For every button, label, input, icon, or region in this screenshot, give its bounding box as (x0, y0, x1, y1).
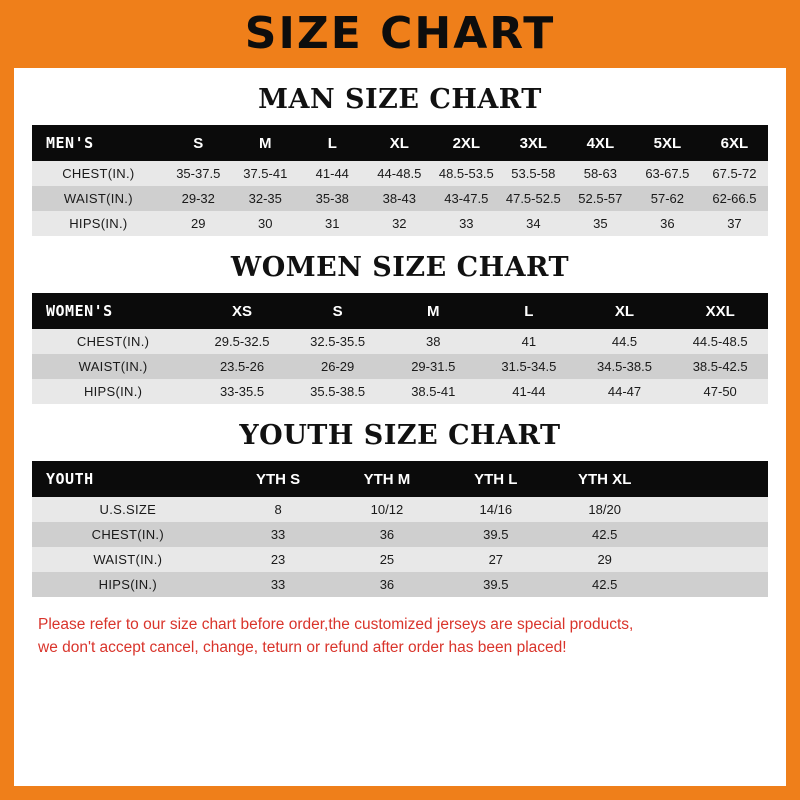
table-header-row (32, 461, 768, 497)
table-row (32, 497, 768, 522)
cell: 35-37.5 (176, 166, 221, 181)
cell: 35.5-38.5 (310, 384, 366, 399)
cell: 42.5 (592, 527, 618, 542)
cell: 36 (379, 577, 395, 592)
column-header: S (332, 302, 343, 320)
cell: 31 (325, 216, 340, 231)
column-header: YTH L (474, 470, 518, 488)
column-header: 3XL (519, 134, 548, 152)
cell: 39.5 (483, 527, 509, 542)
column-header: S (193, 134, 204, 152)
cell: 10/12 (370, 502, 404, 517)
cell: 33 (459, 216, 474, 231)
cell: 53.5-58 (511, 166, 556, 181)
column-header: 6XL (720, 134, 749, 152)
cell: 14/16 (479, 502, 513, 517)
column-header: MEN'S (46, 134, 94, 152)
table-row (32, 186, 768, 211)
women-size-table (32, 293, 768, 404)
row-label: CHEST(IN.) (62, 166, 135, 181)
cell: 34 (526, 216, 541, 231)
row-label: WAIST(IN.) (93, 552, 163, 567)
cell: 44.5-48.5 (692, 334, 748, 349)
cell: 47.5-52.5 (505, 191, 561, 206)
column-header: XL (614, 302, 635, 320)
cell: 38.5-41 (411, 384, 456, 399)
policy-note (38, 613, 762, 660)
cell: 32 (392, 216, 407, 231)
cell: 18/20 (588, 502, 621, 517)
cell: 35-38 (315, 191, 349, 206)
row-label: HIPS(IN.) (98, 577, 157, 592)
table-row (32, 572, 768, 597)
table-row (32, 522, 768, 547)
cell: 41-44 (315, 166, 349, 181)
column-header: XS (231, 302, 252, 320)
column-header: WOMEN'S (46, 302, 113, 320)
cell: 63-67.5 (645, 166, 690, 181)
cell: 38 (426, 334, 441, 349)
table-header-row (32, 293, 768, 329)
cell: 38-43 (382, 191, 416, 206)
column-header: M (259, 134, 272, 152)
cell: 29-32 (181, 191, 215, 206)
column-header: 4XL (586, 134, 615, 152)
policy-note-line-1: Please refer to our size chart before order,the customized jerseys are special products, (38, 616, 634, 633)
row-label: HIPS(IN.) (69, 216, 128, 231)
cell (659, 522, 768, 547)
row-label: CHEST(IN.) (76, 334, 150, 349)
column-header: 5XL (653, 134, 682, 152)
cell: 33-35.5 (219, 384, 265, 399)
cell: 58-63 (583, 166, 617, 181)
cell: 37 (727, 216, 742, 231)
cell: 47-50 (703, 384, 737, 399)
cell: 23 (270, 552, 286, 567)
cell: 31.5-34.5 (501, 359, 557, 374)
cell: 23.5-26 (219, 359, 265, 374)
cell (659, 497, 768, 522)
section-title-youth: YOUTH SIZE CHART (239, 420, 561, 451)
cell: 26-29 (321, 359, 355, 374)
cell: 57-62 (650, 191, 684, 206)
cell: 29.5-32.5 (214, 334, 270, 349)
column-header: L (524, 302, 534, 320)
cell: 25 (379, 552, 395, 567)
cell: 29 (191, 216, 206, 231)
cell: 41-44 (512, 384, 546, 399)
row-label: WAIST(IN.) (78, 359, 148, 374)
cell: 34.5-38.5 (597, 359, 652, 374)
cell: 33 (270, 527, 286, 542)
men-size-table (32, 125, 768, 236)
column-header: XXL (705, 302, 735, 320)
column-header: 2XL (452, 134, 481, 152)
cell: 44.5 (611, 334, 638, 349)
row-label: WAIST(IN.) (63, 191, 133, 206)
cell: 32.5-35.5 (310, 334, 366, 349)
cell: 27 (488, 552, 504, 567)
column-header: YOUTH (46, 470, 94, 488)
cell: 42.5 (592, 577, 618, 592)
column-header: YTH XL (578, 470, 632, 488)
cell (659, 572, 768, 597)
table-row (32, 354, 768, 379)
column-header: YTH M (363, 470, 411, 488)
column-header (659, 461, 768, 497)
column-header: M (427, 302, 440, 320)
table-row (32, 329, 768, 354)
section-title-women: WOMEN SIZE CHART (230, 252, 570, 283)
table-row (32, 547, 768, 572)
cell: 41 (521, 334, 537, 349)
cell: 39.5 (483, 577, 509, 592)
table-row (32, 379, 768, 404)
row-label: CHEST(IN.) (91, 527, 164, 542)
cell: 29 (597, 552, 612, 567)
cell (659, 547, 768, 572)
cell: 62-66.5 (712, 191, 757, 206)
table-row (32, 211, 768, 236)
cell: 52.5-57 (578, 191, 623, 206)
youth-size-table (32, 461, 768, 597)
row-label: U.S.SIZE (99, 502, 157, 517)
content (14, 84, 786, 660)
cell: 29-31.5 (411, 359, 456, 374)
policy-note-line-2: we don't accept cancel, change, teturn or refund after order has been placed! (38, 639, 567, 657)
column-header: XL (389, 134, 409, 152)
cell: 8 (274, 502, 282, 517)
banner (0, 0, 800, 68)
cell: 44-48.5 (377, 166, 422, 181)
cell: 37.5-41 (243, 166, 288, 181)
column-header: L (327, 134, 337, 152)
cell: 48.5-53.5 (438, 166, 494, 181)
page-title: SIZE CHART (244, 8, 556, 59)
table-row (32, 161, 768, 186)
cell: 32-35 (248, 191, 282, 206)
cell: 33 (270, 577, 286, 592)
cell: 36 (660, 216, 675, 231)
cell: 43-47.5 (444, 191, 489, 206)
cell: 44-47 (607, 384, 642, 399)
cell: 35 (593, 216, 608, 231)
column-header: YTH S (255, 470, 301, 488)
cell: 38.5-42.5 (692, 359, 748, 374)
row-label: HIPS(IN.) (83, 384, 143, 399)
table-header-row (32, 125, 768, 161)
cell: 36 (379, 527, 395, 542)
cell: 67.5-72 (712, 166, 757, 181)
section-title-men: MAN SIZE CHART (258, 84, 542, 115)
cell: 30 (258, 216, 273, 231)
bottom-accent-bar (0, 786, 800, 800)
